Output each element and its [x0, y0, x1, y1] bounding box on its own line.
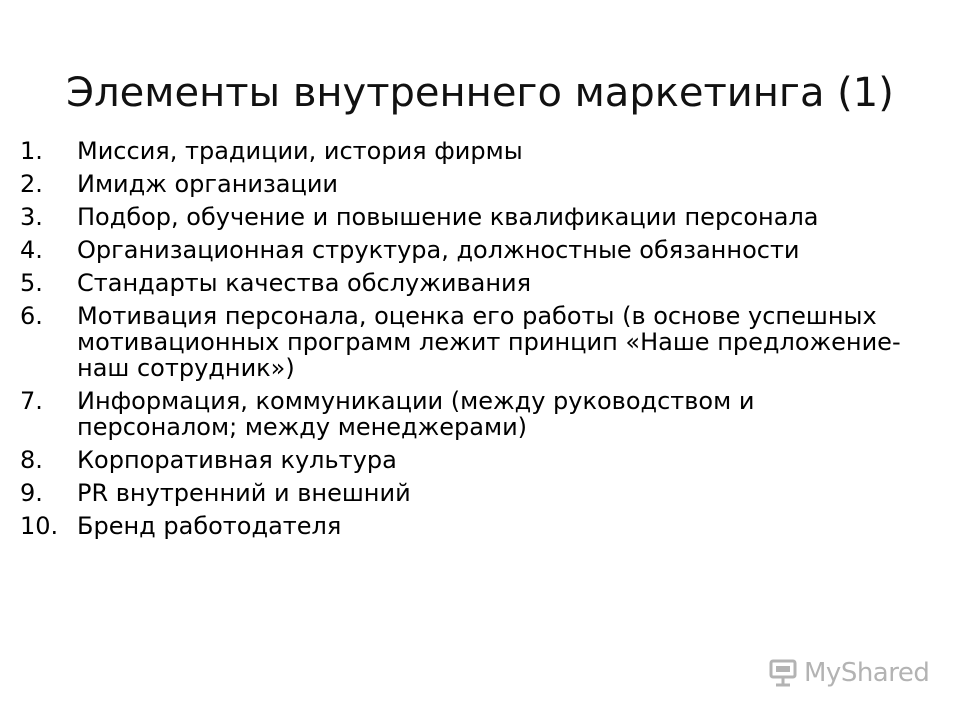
list-item-text: Информация, коммуникации (между руководством и персоналом; между менеджерами)	[77, 387, 755, 441]
list-item	[20, 138, 920, 164]
list-item-text: Подбор, обучение и повышение квалификации персонала	[77, 203, 819, 231]
watermark-brand: MyShared	[804, 658, 930, 688]
list-item	[20, 447, 920, 473]
list-item	[20, 237, 920, 263]
list-item-number: 7.	[20, 387, 43, 415]
list-item-text: Имидж организации	[77, 170, 339, 198]
list-item-text: Корпоративная культура	[77, 446, 397, 474]
list-item-number: 9.	[20, 479, 43, 507]
list-item-number: 2.	[20, 170, 43, 198]
list-item	[20, 303, 920, 381]
list-item-number: 10.	[20, 512, 59, 540]
presentation-board-icon	[768, 659, 798, 687]
list-item-number: 1.	[20, 137, 43, 165]
list-item	[20, 204, 920, 230]
slide-title: Элементы внутреннего маркетинга (1)	[66, 70, 894, 116]
list-item-text: Мотивация персонала, оценка его работы (в основе успешных мотивационных программ лежит принцип «Наше предложение-наш сотрудник»)	[77, 302, 901, 382]
list-item-number: 3.	[20, 203, 43, 231]
list-item	[20, 480, 920, 506]
list-item	[20, 270, 920, 296]
list-item-text: Стандарты качества обслуживания	[77, 269, 532, 297]
list-item-number: 8.	[20, 446, 43, 474]
list-item	[20, 171, 920, 197]
myshared-watermark	[768, 656, 929, 690]
list-item-text: Миссия, традиции, история фирмы	[77, 137, 523, 165]
list-item-number: 6.	[20, 302, 43, 330]
list-item-text: Бренд работодателя	[77, 512, 342, 540]
list-item	[20, 388, 920, 440]
list-item	[20, 513, 920, 539]
list-item-text: Организационная структура, должностные обязанности	[77, 236, 800, 264]
list-item-text: PR внутренний и внешний	[77, 479, 411, 507]
marketing-elements-list	[20, 138, 920, 546]
list-item-number: 5.	[20, 269, 43, 297]
list-item-number: 4.	[20, 236, 43, 264]
